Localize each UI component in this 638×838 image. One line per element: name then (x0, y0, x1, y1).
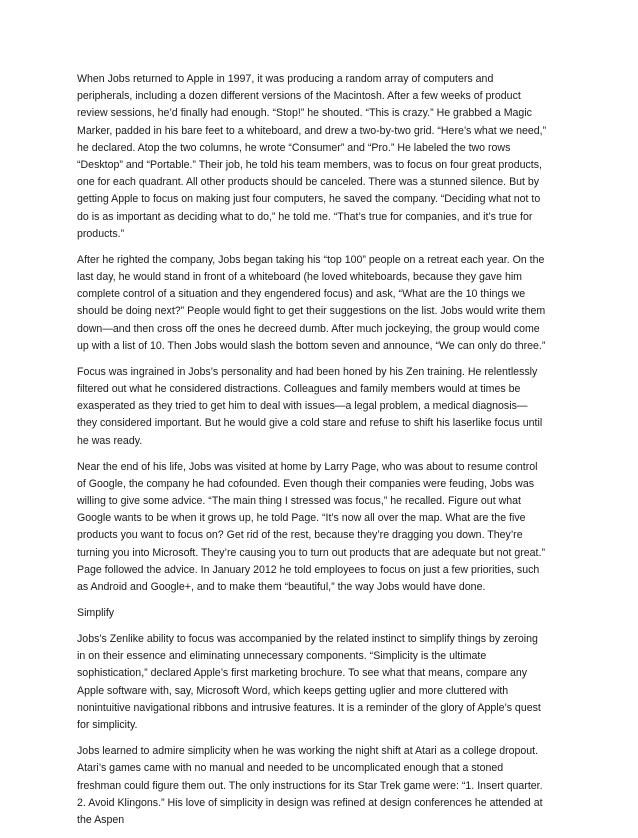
paragraph-atari-simplicity: Jobs learned to admire simplicity when he was working the night shift at Atari as a college dropout. Atari’s games came with no manual and needed to be uncomplicated enough that a stoned freshman could figure them out. The only instructions for its Star Trek game were: “1. Insert quarter. 2. Avoid Klingons.” His love of simplicity in design was refined at design conferences he attended at the Aspen (77, 745, 543, 826)
paragraph-zenlike-simplicity: Jobs’s Zenlike ability to focus was accompanied by the related instinct to simplify things by zeroing in on their essence and eliminating unnecessary components. “Simplicity is the ultimate sophistication,” declared Apple’s first marketing brochure. To see what that means, compare any Apple software with, say, Microsoft Word, which keeps getting uglier and more cluttered with nonintuitive navigational ribbons and intrusive features. It is a reminder of the glory of Apple’s quest for simplicity. (77, 633, 541, 732)
section-heading-simplify: Simplify (77, 607, 115, 620)
paragraph-zen-focus: Focus was ingrained in Jobs’s personality and had been honed by his Zen training. He relentlessly filtered out what he considered distractions. Colleagues and family members would at times be exasperated as they tried to get him to deal with issues—a legal problem, a medical diagnosis—they considered important. But he would give a cold stare and refuse to shift his laserlike focus until he was ready. (77, 365, 543, 447)
document-page (77, 71, 547, 838)
paragraph-larry-page: Near the end of his life, Jobs was visited at home by Larry Page, who was about to resume control of Google, the company he had cofounded. Even though their companies were feuding, Jobs was willing to give some advice. “The main thing I stressed was focus,” he recalled. Figure out what Google wants to be when it grows up, he told Page. “It’s now all over the map. What are the five products you want to focus on? Get rid of the rest, because they’re dragging you down. They’re turning you into Microsoft. They’re causing you to turn out products that are adequate but not great.” Page followed the advice. In January 2012 he told employees to focus on just a few priorities, such as Android and Google+, and to make them “beautiful,” the way Jobs would have done. (77, 460, 545, 594)
paragraph-return-to-apple: When Jobs returned to Apple in 1997, it was producing a random array of computers and peripherals, including a dozen different versions of the Macintosh. After a few weeks of product review sessions, he’d finally had enough. “Stop!” he shouted. “This is crazy.” He grabbed a Magic Marker, padded in his bare feet to a whiteboard, and drew a two-by-two grid. “Here’s what we need,” he declared. Atop the two columns, he wrote “Consumer” and “Pro.” He labeled the two rows “Desktop” and “Portable.” Their job, he told his team members, was to focus on four great products, one for each quadrant. All other products should be canceled. There was a stunned silence. But by getting Apple to focus on making just four computers, he saved the company. “Deciding what not to do is as important as deciding what to do,” he told me. “That’s true for companies, and it’s true for products.” (77, 73, 547, 240)
paragraph-top-100-retreat: After he righted the company, Jobs began taking his “top 100” people on a retreat each year. On the last day, he would stand in front of a whiteboard (he loved whiteboards, because they gave him complete control of a situation and they engendered focus) and ask, “What are the 10 things we should be doing next?” People would fight to get their suggestions on the list. Jobs would write them down—and then cross off the ones he decreed dumb. After much jockeying, the group would come up with a list of 10. Then Jobs would slash the bottom seven and announce, “We can only do three.” (77, 253, 546, 352)
